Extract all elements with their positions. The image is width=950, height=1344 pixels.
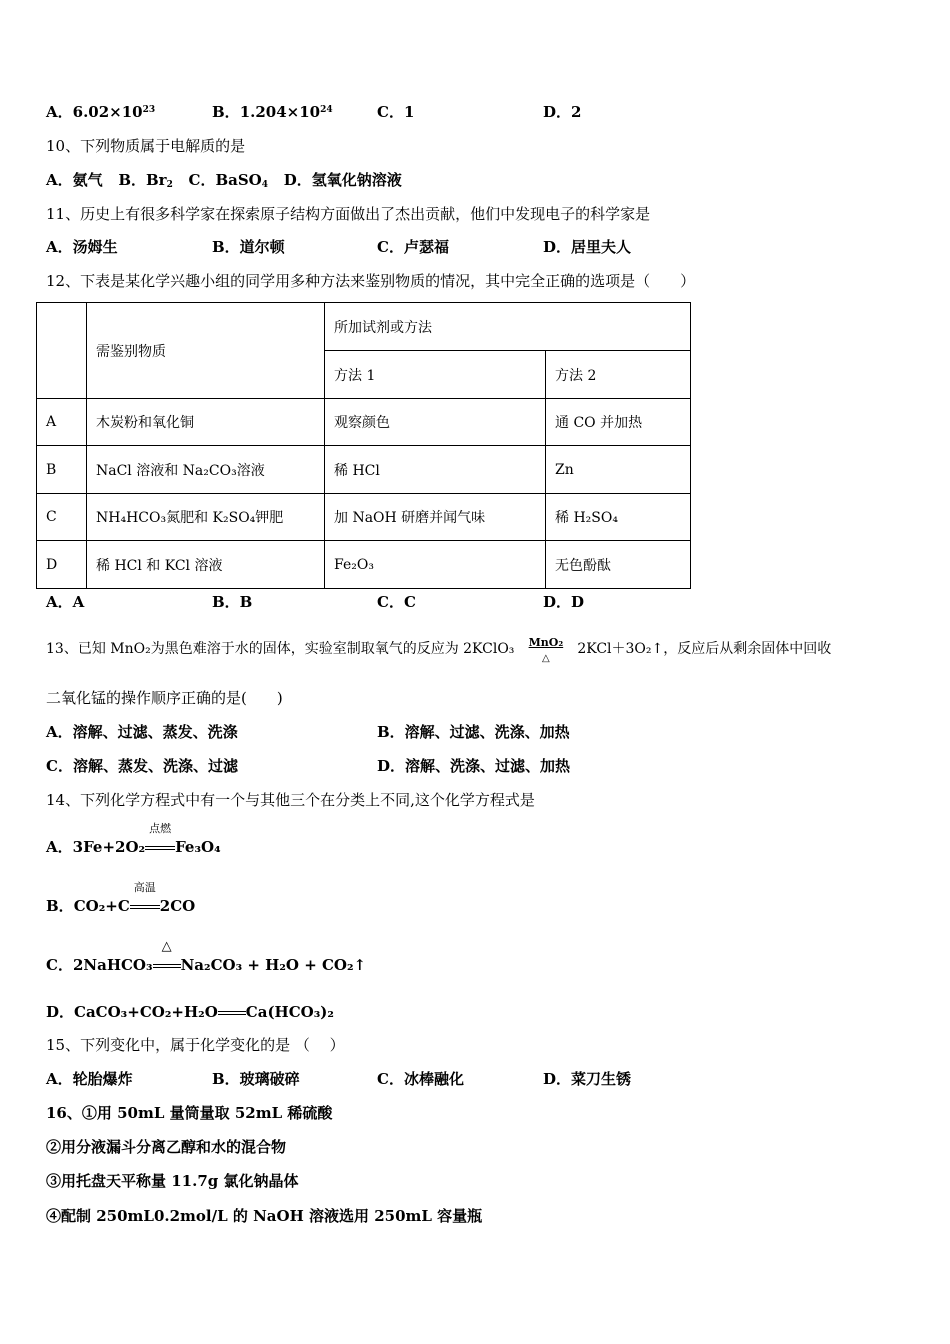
q11-option-c[interactable]: C．卢瑟福 [377, 238, 449, 256]
q10-option-b[interactable]: B．$Br_2$ [118, 171, 173, 190]
header-method-2: 方法 2 [546, 351, 691, 399]
row-method-1: 稀 HCl [325, 446, 546, 494]
q14-option-a[interactable]: A．3Fe+2O₂ 点燃 Fe₃O₄ [46, 822, 221, 856]
q16-item-1: 16、①用 50mL 量筒量取 52mL 稀硫酸 [46, 1104, 333, 1122]
q9-option-c[interactable]: C．1 [377, 103, 415, 121]
q10-options [46, 170, 402, 190]
q11-option-a[interactable]: A．汤姆生 [46, 238, 118, 256]
table-row [37, 541, 691, 589]
q14-option-c[interactable]: C．2NaHCO₃ △ Na₂CO₃ + H₂O + CO₂↑ [46, 939, 367, 974]
q13-stem: 13、已知 MnO₂为黑色难溶于水的固体，实验室制取氧气的反应为 2KClO₃ MnO₂ △ 2KCl＋3O₂↑，反应后从剩余固体中回收 [46, 636, 832, 664]
q10-stem: 10、下列物质属于电解质的是 [46, 137, 246, 155]
table-row [37, 399, 691, 446]
q13-option-a[interactable]: A．溶解、过滤、蒸发、洗涤 [46, 723, 238, 741]
row-method-1: Fe₂O₃ [325, 541, 546, 589]
row-method-2: 无色酚酞 [546, 541, 691, 589]
q16-item-2: ②用分液漏斗分离乙醇和水的混合物 [46, 1138, 287, 1156]
q12-option-d[interactable]: D．D [543, 593, 585, 611]
row-method-1: 观察颜色 [325, 399, 546, 446]
q13-stem-line2: 二氧化锰的操作顺序正确的是( ) [46, 689, 283, 707]
q12-option-c[interactable]: C．C [377, 593, 416, 611]
q13-option-c[interactable]: C．溶解、蒸发、洗涤、过滤 [46, 757, 238, 775]
q16-item-4: ④配制 250mL0.2mol/L 的 NaOH 溶液选用 250mL 容量瓶 [46, 1207, 483, 1225]
q14-option-d[interactable]: D．CaCO₃+CO₂+H₂O Ca(HCO₃)₂ [46, 1003, 334, 1021]
q9-option-d[interactable]: D．2 [543, 103, 582, 121]
header-substance: 需鉴别物质 [87, 303, 325, 399]
q12-option-a[interactable]: A．A [46, 593, 85, 611]
table-row [37, 446, 691, 494]
header-method-1: 方法 1 [325, 351, 546, 399]
header-methods: 所加试剂或方法 [325, 303, 691, 351]
q9-option-b[interactable]: B．$1.204\times 10^{24}$ [212, 103, 333, 121]
row-method-2: 通 CO 并加热 [546, 399, 691, 446]
q9-option-a[interactable]: A．$6.02\times 10^{23}$ [46, 103, 156, 121]
row-substance: 稀 HCl 和 KCl 溶液 [87, 541, 325, 589]
q10-option-d[interactable]: D．氢氧化钠溶液 [283, 171, 402, 189]
q15-option-b[interactable]: B．玻璃破碎 [212, 1070, 300, 1088]
q13-option-d[interactable]: D．溶解、洗涤、过滤、加热 [377, 757, 571, 775]
row-method-2: Zn [546, 446, 691, 494]
q10-option-a[interactable]: A．氨气 [46, 171, 103, 189]
q15-option-a[interactable]: A．轮胎爆炸 [46, 1070, 133, 1088]
q15-option-c[interactable]: C．冰棒融化 [377, 1070, 464, 1088]
row-method-2: 稀 H₂SO₄ [546, 494, 691, 541]
q13-option-b[interactable]: B．溶解、过滤、洗涤、加热 [377, 723, 570, 741]
q14-stem: 14、下列化学方程式中有一个与其他三个在分类上不同,这个化学方程式是 [46, 791, 535, 809]
table-corner-cell [37, 303, 87, 399]
row-key: C [37, 494, 87, 541]
row-key: D [37, 541, 87, 589]
row-substance: NH₄HCO₃氮肥和 K₂SO₄钾肥 [87, 494, 325, 541]
row-key: A [37, 399, 87, 446]
table-row [37, 494, 691, 541]
q11-stem: 11、历史上有很多科学家在探索原子结构方面做出了杰出贡献，他们中发现电子的科学家是 [46, 205, 651, 223]
q15-option-d[interactable]: D．菜刀生锈 [543, 1070, 632, 1088]
q11-option-b[interactable]: B．道尔顿 [212, 238, 285, 256]
row-method-1: 加 NaOH 研磨并闻气味 [325, 494, 546, 541]
q12-table [36, 302, 691, 589]
q12-option-b[interactable]: B．B [212, 593, 253, 611]
row-substance: NaCl 溶液和 Na₂CO₃溶液 [87, 446, 325, 494]
q14-option-b[interactable]: B．CO₂+C 高温 2CO [46, 881, 196, 915]
row-key: B [37, 446, 87, 494]
q15-stem: 15、下列变化中，属于化学变化的是 （ ） [46, 1036, 345, 1054]
row-substance: 木炭粉和氧化铜 [87, 399, 325, 446]
q10-option-c[interactable]: C．BaSO$_4$ [188, 171, 269, 190]
q12-stem: 12、下表是某化学兴趣小组的同学用多种方法来鉴别物质的情况，其中完全正确的选项是（ ） [46, 272, 696, 290]
q16-item-3: ③用托盘天平称量 11.7g 氯化钠晶体 [46, 1172, 299, 1190]
q11-option-d[interactable]: D．居里夫人 [543, 238, 632, 256]
